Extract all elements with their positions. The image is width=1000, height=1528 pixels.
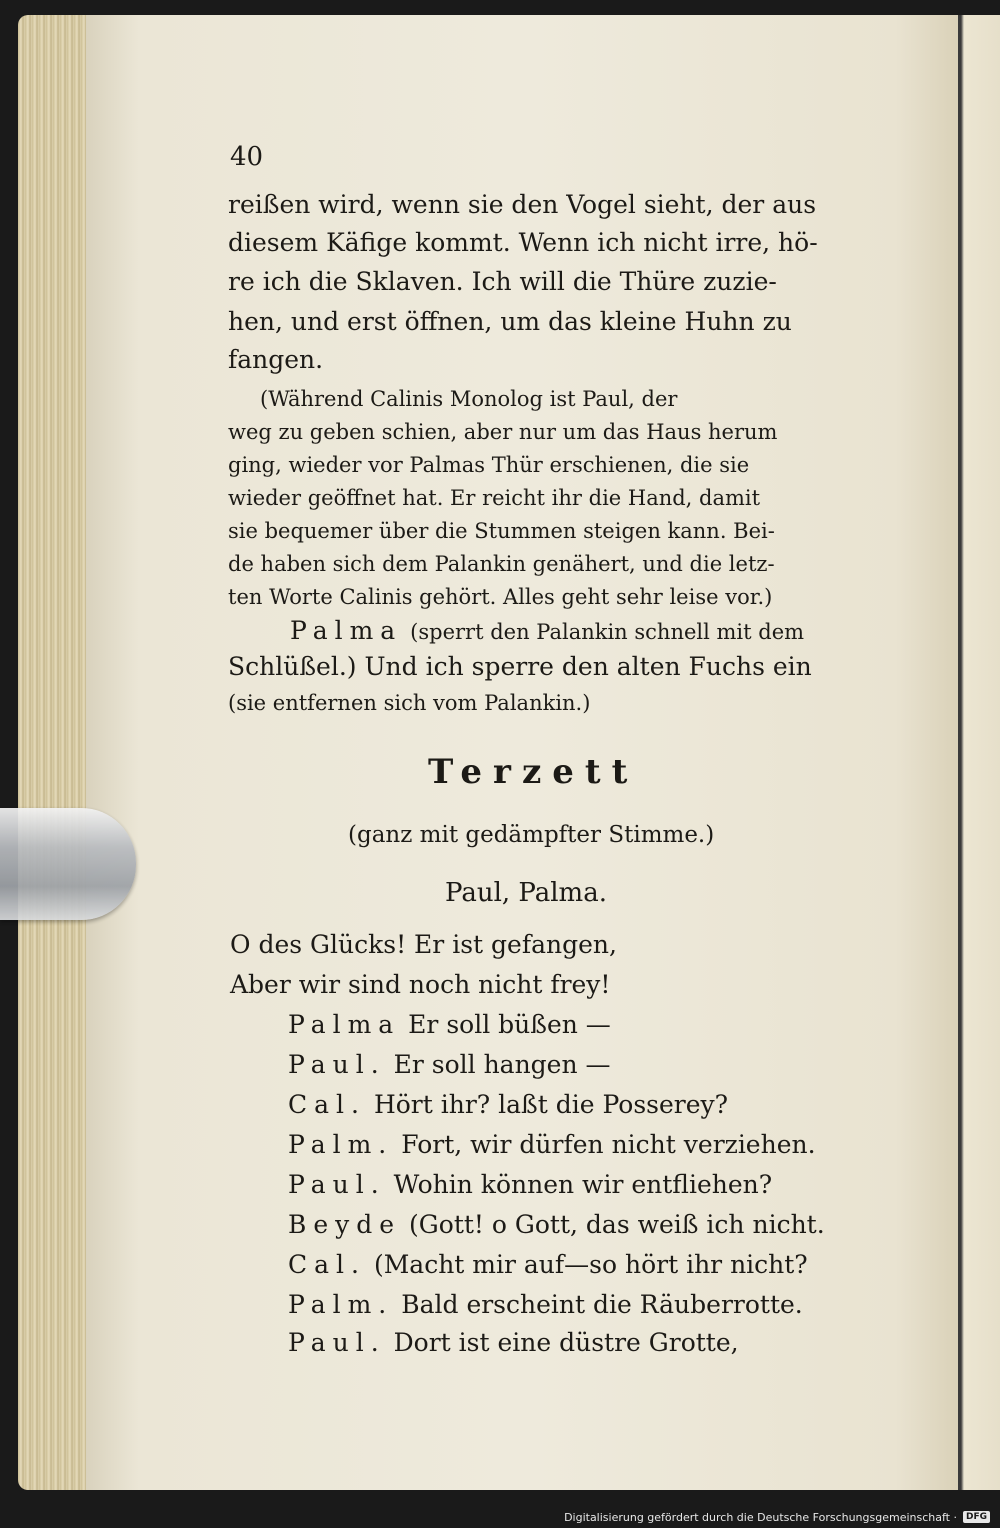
characters-line: Paul, Palma. — [445, 878, 607, 908]
verse-text: Bald erscheint die Räuberrotte. — [401, 1290, 803, 1319]
stage-direction-line: wieder geöffnet hat. Er reicht ihr die Hand, damit — [228, 486, 761, 510]
stage-direction-line: ten Worte Calinis gehört. Alles geht sehr leise vor.) — [228, 585, 773, 609]
verse-line — [288, 1208, 825, 1242]
speaker-name: Palma — [288, 1010, 401, 1039]
verse-text: Hört ihr? laßt die Posserey? — [373, 1090, 729, 1119]
verse-line — [288, 1128, 816, 1162]
text-line: Schlüßel.) Und ich sperre den alten Fuchs ein — [228, 652, 812, 681]
verse-line — [288, 1008, 611, 1042]
page-clip — [0, 808, 136, 920]
verse-line: O des Glücks! Er ist gefangen, — [230, 930, 617, 959]
verse-text: Er soll hangen — — [393, 1050, 611, 1079]
speaker-name: Beyde — [288, 1210, 402, 1239]
page-number: 40 — [230, 142, 264, 172]
verse-line — [288, 1288, 803, 1322]
stage-direction-line: de haben sich dem Palankin genähert, und die letz- — [228, 552, 775, 576]
verse-text: Er soll büßen — — [408, 1010, 611, 1039]
stage-direction-line: (sie entfernen sich vom Palankin.) — [228, 691, 591, 715]
text-line: fangen. — [228, 345, 324, 374]
speaker-name: Cal. — [288, 1250, 366, 1279]
verse-text: (Macht mir auf—so hört ihr nicht? — [373, 1250, 808, 1279]
dfg-logo-icon: DFG — [963, 1511, 990, 1523]
verse-line: Aber wir sind noch nicht frey! — [230, 970, 611, 999]
stage-direction-line: (Während Calinis Monolog ist Paul, der — [260, 387, 678, 411]
footer-bar — [0, 1506, 1000, 1528]
stage-direction: (sperrt den Palankin schnell mit dem — [410, 620, 805, 644]
section-subheading: (ganz mit gedämpfter Stimme.) — [348, 822, 715, 848]
speaker-name: Paul. — [288, 1170, 386, 1199]
speaker-name: Palm. — [288, 1290, 394, 1319]
text-line: reißen wird, wenn sie den Vogel sieht, der aus — [228, 190, 817, 219]
verse-line — [288, 1326, 739, 1360]
speaker-name: Palm. — [288, 1130, 394, 1159]
stage-direction-line: weg zu geben schien, aber nur um das Haus herum — [228, 420, 778, 444]
verse-line — [288, 1168, 772, 1202]
text-line: hen, und erst öffnen, um das kleine Huhn zu — [228, 307, 792, 336]
verse-text: Wohin können wir entfliehen? — [393, 1170, 773, 1199]
verse-text: Fort, wir dürfen nicht verziehen. — [401, 1130, 816, 1159]
text-line: diesem Käfige kommt. Wenn ich nicht irre, hö- — [228, 228, 818, 257]
speaker-name: Palma — [290, 616, 403, 645]
speaker-line — [290, 614, 804, 648]
stage-direction-line: sie bequemer über die Stummen steigen kann. Bei- — [228, 519, 775, 543]
speaker-name: Paul. — [288, 1328, 386, 1357]
verse-line — [288, 1088, 728, 1122]
speaker-name: Cal. — [288, 1090, 366, 1119]
verse-text: (Gott! o Gott, das weiß ich nicht. — [409, 1210, 825, 1239]
text-line: re ich die Sklaven. Ich will die Thüre zuzie- — [228, 267, 777, 296]
verse-line — [288, 1248, 808, 1282]
stage-direction-line: ging, wieder vor Palmas Thür erschienen, die sie — [228, 453, 750, 477]
footer-credit: Digitalisierung gefördert durch die Deutsche Forschungsgemeinschaft · — [564, 1510, 957, 1524]
verse-text: Dort ist eine düstre Grotte, — [393, 1328, 739, 1357]
verse-line — [288, 1048, 611, 1082]
section-heading: Terzett — [428, 752, 639, 792]
speaker-name: Paul. — [288, 1050, 386, 1079]
opposite-page-edge — [958, 15, 1000, 1490]
